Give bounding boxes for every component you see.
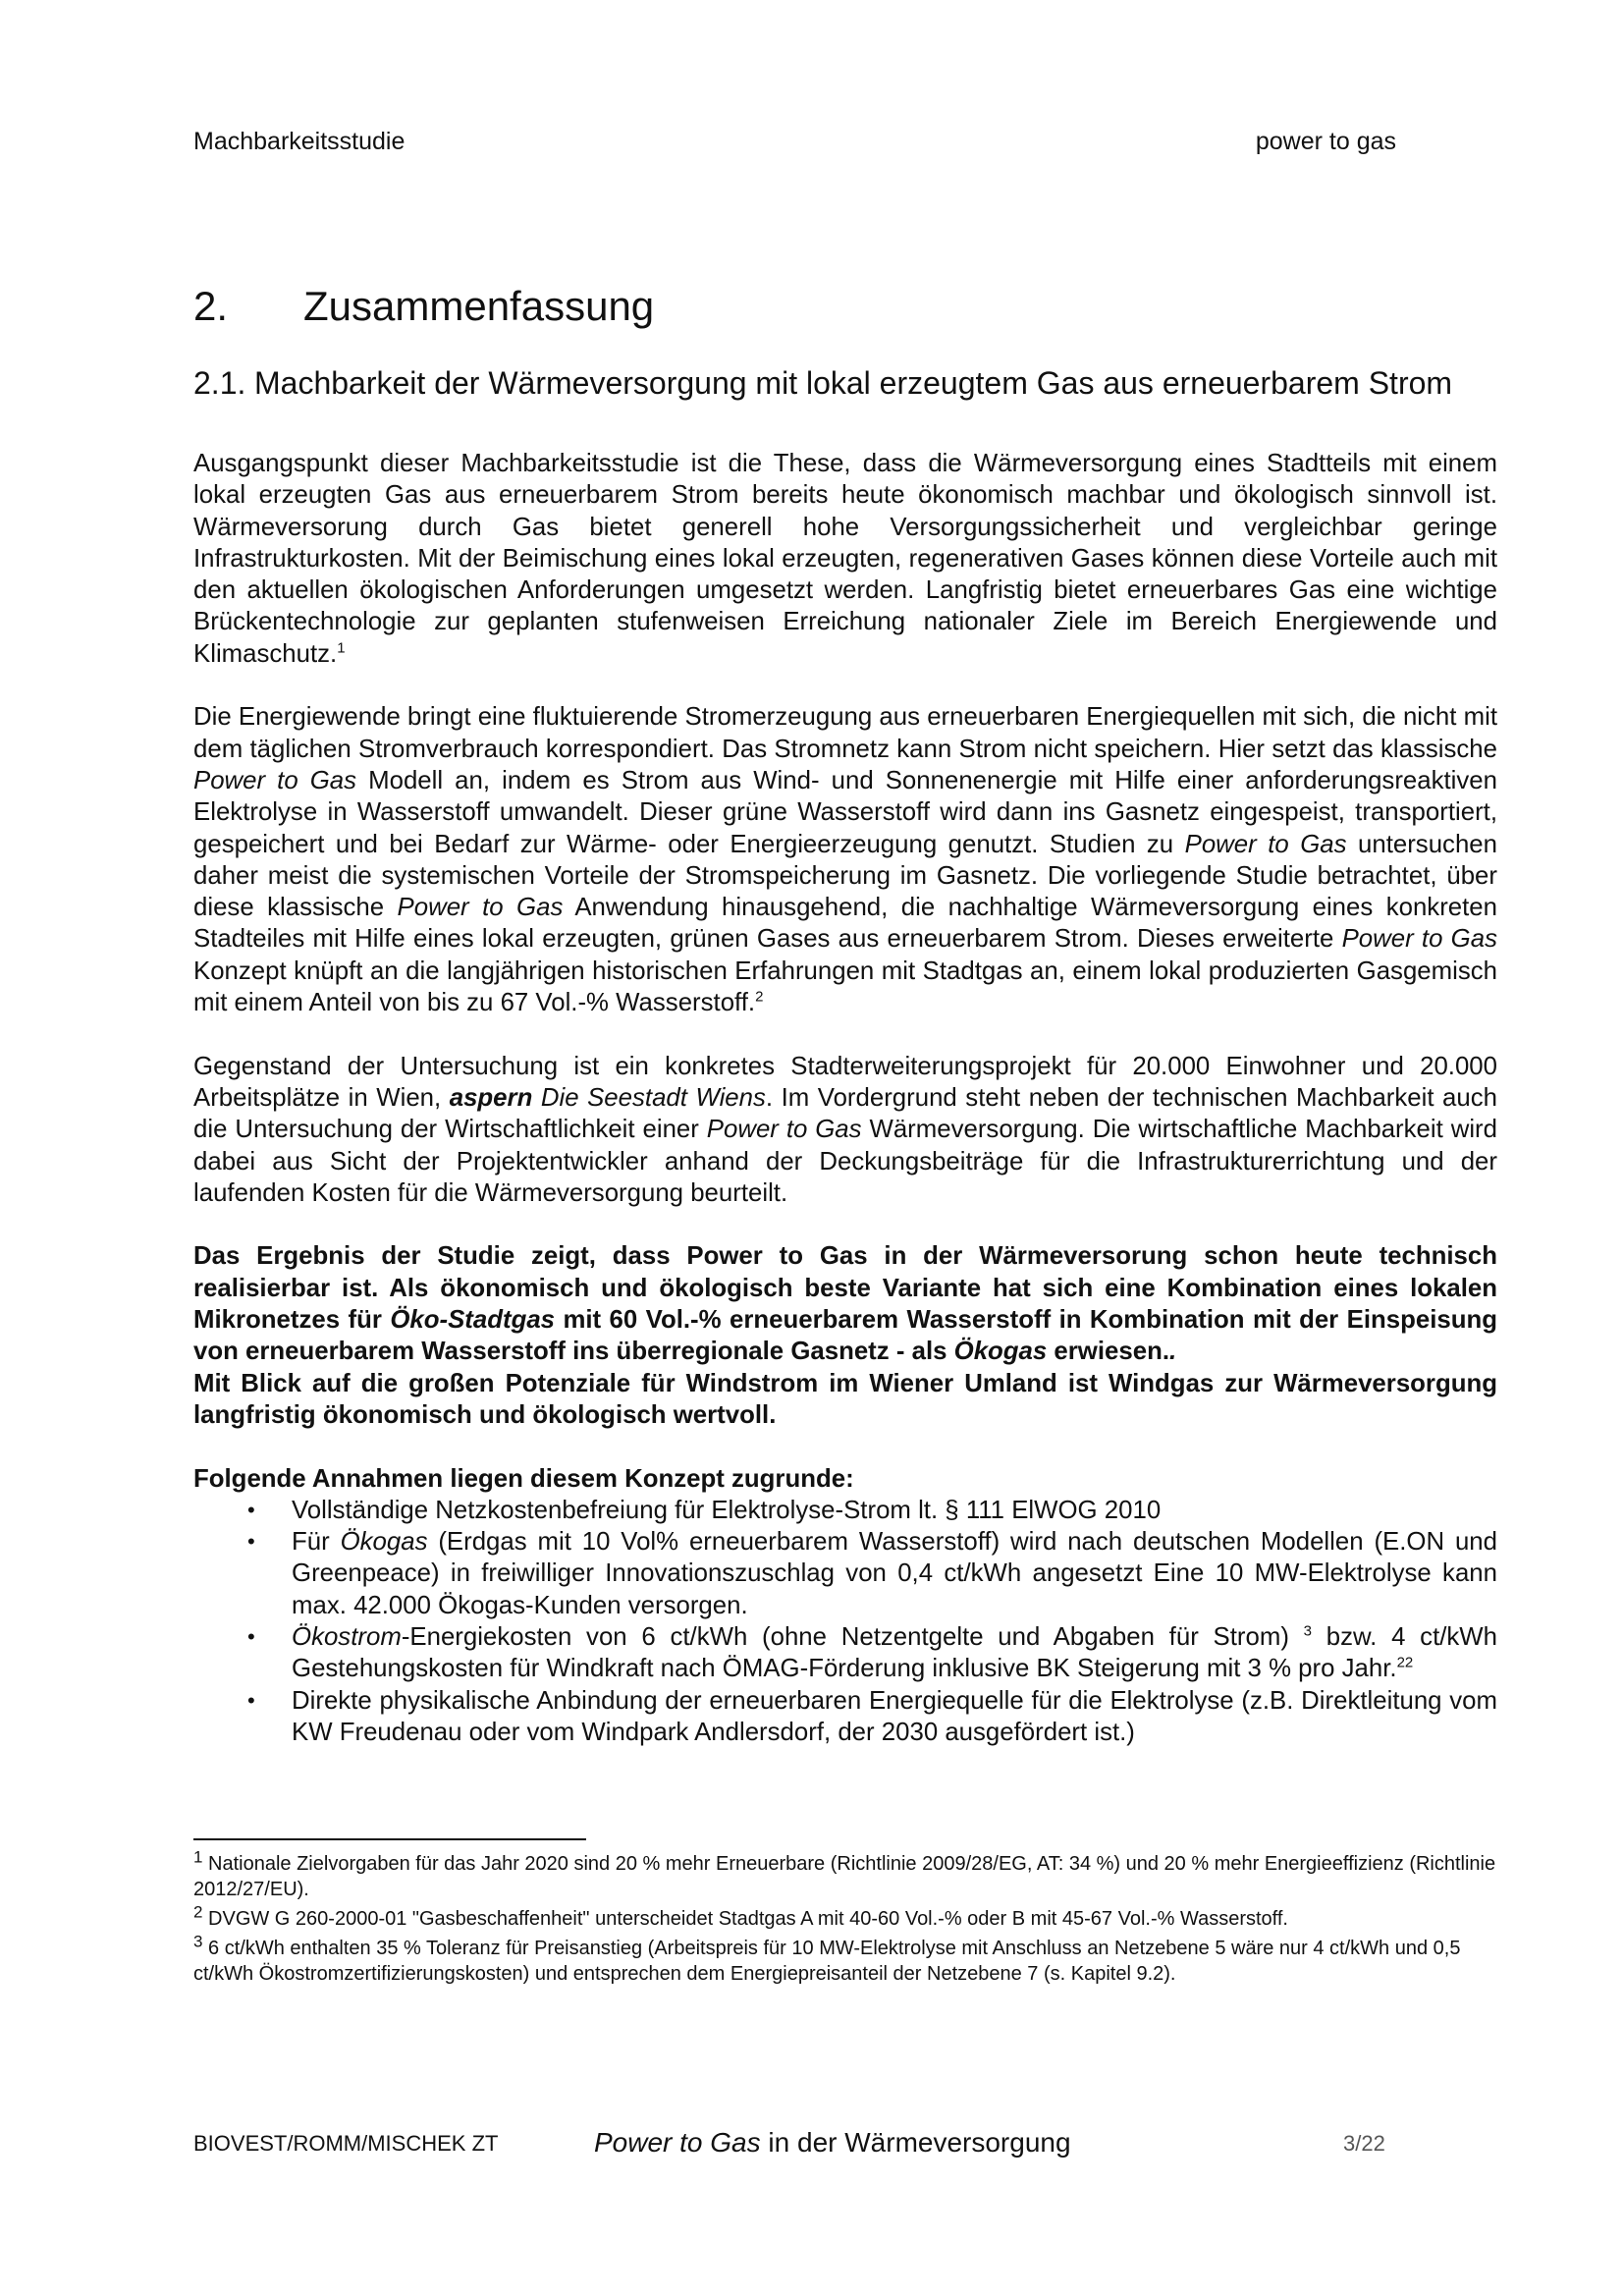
footnote	[193, 1902, 1499, 1932]
emphasis: Die Seestadt Wiens	[532, 1083, 766, 1112]
list-item-text: Für	[292, 1528, 341, 1557]
paragraph-text: untersuchen daher meist die systemischen Vorteile der Stromspeicherung im Gasnetz. Die vorliegende Studie betrachtet, über diese klassische	[193, 830, 1497, 922]
footer-title-text: in der Wärmeversorgung	[760, 2127, 1071, 2158]
footnote	[193, 1932, 1499, 1987]
emphasis: .	[1169, 1338, 1177, 1366]
emphasis: Ökostrom	[292, 1622, 402, 1651]
list-item-text: bzw. 4 ct/kWh Gestehungskosten für Windkraft nach ÖMAG-Förderung inklusive BK Steigerung mit 3 % pro Jahr.	[292, 1622, 1497, 1683]
paragraph-text: Ausgangspunkt dieser Machbarkeitsstudie ist die These, dass die Wärmeversorgung eines Stadtteils mit einem lokal erzeugten Gas aus erneuerbarem Strom bereits heute ökonomisch machbar und ökologisch sinnvoll ist. Wärmeversorung durch Gas bietet generell hohe Versorgungssicherheit und vergleichbar geringe Infrastrukturkosten. Mit der Beimischung eines lokal erzeugten, regenerativen Gases können diese Vorteile auch mit den aktuellen ökologischen Anforderungen umgesetzt werden. Langfristig bietet erneuerbares Gas eine wichtige Brückentechnologie zur geplanten stufenweisen Erreichung nationaler Ziele im Bereich Energiewende und Klimaschutz.	[193, 450, 1497, 668]
bullet-icon: •	[247, 1529, 255, 1555]
paragraph-text: Wärmeversorgung. Die wirtschaftliche Machbarkeit wird dabei aus Sicht der Projektentwickler anhand der Deckungsbeiträge für die Infrastrukturerrichtung und der laufenden Kosten für die Wärmeversorgung beurteilt.	[193, 1116, 1497, 1207]
list-item-text: (Erdgas mit 10 Vol% erneuerbarem Wasserstoff) wird nach deutschen Modellen (E.ON und Greenpeace) in freiwilliger Innovationszuschlag von 0,4 ct/kWh angesetzt Eine 10 MW-Elektrolyse kann max. 42.000 Ökogas-Kunden versorgen.	[292, 1528, 1497, 1619]
body-text	[193, 448, 1497, 1748]
footnotes	[193, 1847, 1499, 1991]
paragraph-text: . Im Vordergrund steht neben der technischen Machbarkeit auch die Untersuchung der Wirtschaftlichkeit einer	[193, 1083, 1497, 1144]
bullet-icon: •	[247, 1687, 255, 1713]
page-number: 3/22	[1343, 2131, 1385, 2156]
list-item	[193, 1621, 1497, 1685]
subsection-heading	[193, 363, 1497, 403]
footnote-text: DVGW G 260-2000-01 "Gasbeschaffenheit" unterscheidet Stadtgas A mit 40-60 Vol.-% oder B mit 45-67 Vol.-% Wasserstoff.	[208, 1908, 1288, 1930]
footnote-mark: 3	[193, 1932, 203, 1951]
emphasis: Öko-Stadtgas	[390, 1306, 556, 1335]
section-title: Zusammenfassung	[303, 283, 655, 329]
footnote	[193, 1847, 1499, 1902]
assumptions-list	[193, 1495, 1497, 1748]
running-header-left: Machbarkeitsstudie	[193, 128, 406, 155]
emphasis: Ökogas	[953, 1338, 1048, 1366]
paragraph-text: Konzept knüpft an die langjährigen historischen Erfahrungen mit Stadtgas an, einem lokal produzierten Gasgemisch mit einem Anteil von bis zu 67 Vol.-% Wasserstoff.	[193, 957, 1497, 1017]
emphasis: Power to Gas	[1184, 830, 1347, 858]
emphasis: Power to Gas	[193, 766, 357, 794]
list-item-text: Direkte physikalische Anbindung der erneuerbaren Energiequelle für die Elektrolyse (z.B. Direktleitung vom KW Freudenau oder vom Windpark Andlersdorf, der 2030 ausgefördert ist.)	[292, 1686, 1497, 1746]
emphasis: Power to Gas	[397, 894, 564, 922]
footnote-ref: 3	[1303, 1622, 1312, 1640]
assumptions-heading: Folgende Annahmen liegen diesem Konzept zugrunde:	[193, 1464, 854, 1493]
paragraph-ergebnis	[193, 1240, 1497, 1367]
section-heading	[193, 283, 654, 330]
paragraph-text: Das Ergebnis der Studie zeigt, dass Power to Gas in der Wärmeversorung schon heute technisch realisierbar ist. Als ökonomisch und ökologisch beste Variante hat sich eine Kombination eines lokalen Mikronetzes für	[193, 1242, 1497, 1335]
emphasis: Power to Gas	[594, 2127, 761, 2158]
bullet-icon: •	[247, 1497, 255, 1522]
section-number: 2.	[193, 283, 229, 329]
brand-aspern: aspern	[449, 1083, 533, 1112]
emphasis: Power to Gas	[706, 1116, 862, 1144]
paragraph-text: Modell an, indem es Strom aus Wind- und Sonnenenergie mit Hilfe einer anforderungsreaktiven Elektrolyse in Wasserstoff umwandelt. Dieser grüne Wasserstoff wird dann ins Gasnetz eingespeist, transportiert, gespeichert und bei Bedarf zur Wärme- oder Energieerzeugung genutzt. Studien zu	[193, 766, 1497, 858]
list-item-text: -Energiekosten von 6 ct/kWh (ohne Netzentgelte und Abgaben für Strom)	[401, 1622, 1304, 1651]
paragraph-text: Die Energiewende bringt eine fluktuierende Stromerzeugung aus erneuerbaren Energiequellen mit sich, die nicht mit dem täglichen Stromverbrauch korrespondiert. Das Stromnetz kann Strom nicht speichern. Hier setzt das klassische	[193, 703, 1497, 763]
footnote-ref: 2	[755, 988, 764, 1006]
footnote-text: Nationale Zielvorgaben für das Jahr 2020 sind 20 % mehr Erneuerbare (Richtlinie 2009/28/EG, AT: 34 %) und 20 % mehr Energieeffizienz (Richtlinie 2012/27/EU).	[193, 1853, 1496, 1900]
footnote-mark: 2	[193, 1902, 203, 1922]
running-header-right: power to gas	[1255, 128, 1396, 155]
paragraph-intro	[193, 448, 1497, 670]
paragraph-gegenstand	[193, 1051, 1497, 1209]
footnote-ref: 1	[337, 639, 346, 657]
paragraph-windstrom: Mit Blick auf die großen Potenziale für Windstrom im Wiener Umland ist Windgas zur Wärmeversorgung langfristig ökonomisch und ökologisch wertvoll.	[193, 1369, 1497, 1429]
footer-title	[594, 2127, 1071, 2159]
paragraph-text: mit 60 Vol.-% erneuerbarem Wasserstoff in Kombination mit der Einspeisung von erneuerbarem Wasserstoff ins überregionale Gasnetz - als	[193, 1306, 1497, 1366]
emphasis: Ökogas	[340, 1528, 428, 1557]
bullet-icon: •	[247, 1623, 255, 1649]
footer-authors: BIOVEST/ROMM/MISCHEK ZT	[193, 2131, 499, 2156]
footnote-mark: 1	[193, 1847, 203, 1867]
list-item	[193, 1685, 1497, 1749]
paragraph-text: Anwendung hinausgehend, die nachhaltige Wärmeversorgung eines konkreten Stadteiles mit Hilfe eines lokal erzeugten, grünen Gases aus erneuerbarem Strom. Dieses erweiterte	[193, 894, 1497, 954]
list-item	[193, 1495, 1497, 1526]
list-item-text: Vollständige Netzkostenbefreiung für Elektrolyse-Strom lt. § 111 ElWOG 2010	[292, 1496, 1162, 1524]
paragraph-text: Gegenstand der Untersuchung ist ein konkretes Stadterweiterungsprojekt für 20.000 Einwohner und 20.000 Arbeitsplätze in Wien,	[193, 1052, 1497, 1112]
paragraph-text: erwiesen.	[1047, 1338, 1170, 1366]
footnote-ref: 22	[1396, 1654, 1414, 1671]
emphasis: Power to Gas	[1341, 925, 1497, 954]
footnote-text: 6 ct/kWh enthalten 35 % Toleranz für Preisanstieg (Arbeitspreis für 10 MW-Elektrolyse mit Anschluss an Netzebene 5 wäre nur 4 ct/kWh und 0,5 ct/kWh Ökostromzertifizierungskosten) und entsprechen dem Energiepreisanteil der Netzebene 7 (s. Kapitel 9.2).	[193, 1938, 1461, 1985]
subsection-title: Machbarkeit der Wärmeversorgung mit lokal erzeugtem Gas aus erneuerbarem Strom	[254, 365, 1453, 401]
subsection-number: 2.1.	[193, 365, 246, 401]
footnote-separator	[193, 1838, 586, 1840]
paragraph-energiewende	[193, 701, 1497, 1018]
list-item	[193, 1526, 1497, 1621]
